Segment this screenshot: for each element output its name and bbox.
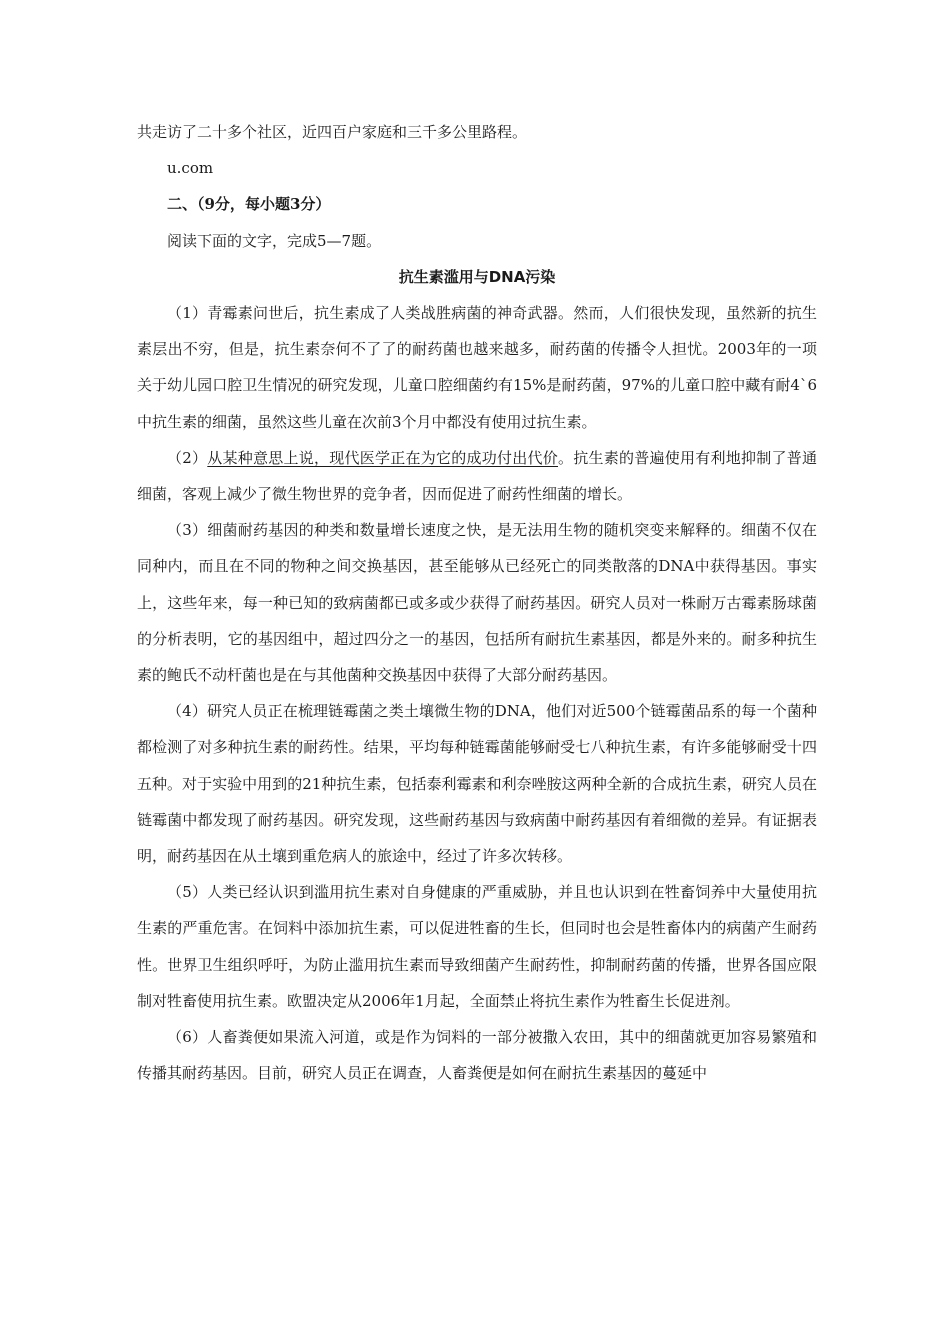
stray-text: u.com bbox=[167, 159, 214, 178]
document-page bbox=[137, 114, 817, 1091]
paragraph-2-underlined-sentence: 从某种意思上说，现代医学正在为它的成功付出代价 bbox=[207, 448, 559, 467]
paragraph-6: （6）人畜粪便如果流入河道，或是作为饲料的一部分被撒入农田，其中的细菌就更加容易繁殖和传播其耐药基因。目前，研究人员正在调查，人畜粪便是如何在耐抗生素基因的蔓延中 bbox=[137, 1028, 817, 1083]
paragraph-1: （1）青霉素问世后，抗生素成了人类战胜病菌的神奇武器。然而，人们很快发现，虽然新的抗生素层出不穷，但是，抗生素奈何不了了的耐药菌也越来越多，耐药菌的传播令人担忧。2003年的一项关于幼儿园口腔卫生情况的研究发现，儿童口腔细菌约有15%是耐药菌，97%的儿童口腔中藏有耐4`6中抗生素的细菌，虽然这些儿童在次前3个月中都没有使用过抗生素。 bbox=[137, 304, 817, 431]
paragraph-5: （5）人类已经认识到滥用抗生素对自身健康的严重威胁，并且也认识到在牲畜饲养中大量使用抗生素的严重危害。在饲料中添加抗生素，可以促进牲畜的生长，但同时也会是牲畜体内的病菌产生耐药性。世界卫生组织呼吁，为防止滥用抗生素而导致细菌产生耐药性，抑制耐药菌的传播，世界各国应限制对牲畜使用抗生素。欧盟决定从2006年1月起，全面禁止将抗生素作为牲畜生长促进剂。 bbox=[137, 883, 817, 1010]
article-title: 抗生素滥用与DNA污染 bbox=[398, 267, 556, 286]
section-heading: 二、（9分，每小题3分） bbox=[167, 195, 331, 214]
paragraph-3: （3）细菌耐药基因的种类和数量增长速度之快，是无法用生物的随机突变来解释的。细菌不仅在同种内，而且在不同的物种之间交换基因，甚至能够从已经死亡的同类散落的DNA中获得基因。事实上，这些年来，每一种已知的致病菌都已或多或少获得了耐药基因。研究人员对一株耐万古霉素肠球菌的分析表明，它的基因组中，超过四分之一的基因，包括所有耐抗生素基因，都是外来的。耐多种抗生素的鲍氏不动杆菌也是在与其他菌种交换基因中获得了大部分耐药基因。 bbox=[137, 521, 817, 685]
paragraph-4: （4）研究人员正在梳理链霉菌之类土壤微生物的DNA，他们对近500个链霉菌品系的每一个菌种都检测了对多种抗生素的耐药性。结果，平均每种链霉菌能够耐受七八种抗生素，有许多能够耐受十四五种。对于实验中用到的21种抗生素，包括泰利霉素和利奈唑胺这两种全新的合成抗生素，研究人员在链霉菌中都发现了耐药基因。研究发现，这些耐药基因与致病菌中耐药基因有着细微的差异。有证据表明，耐药基因在从土壤到重危病人的旅途中，经过了许多次转移。 bbox=[137, 702, 817, 866]
instruction: 阅读下面的文字，完成5—7题。 bbox=[167, 231, 382, 250]
paragraph-2-rest: 。抗生素的普遍使用有利地抑制了普通细菌，客观上减少了微生物世界的竞争者，因而促进了耐药性细菌的增长。 bbox=[137, 448, 817, 504]
paragraph-2 bbox=[137, 440, 817, 512]
paragraph-2-prefix: （2） bbox=[167, 448, 208, 467]
intro-line: 共走访了二十多个社区，近四百户家庭和三千多公里路程。 bbox=[137, 123, 528, 141]
